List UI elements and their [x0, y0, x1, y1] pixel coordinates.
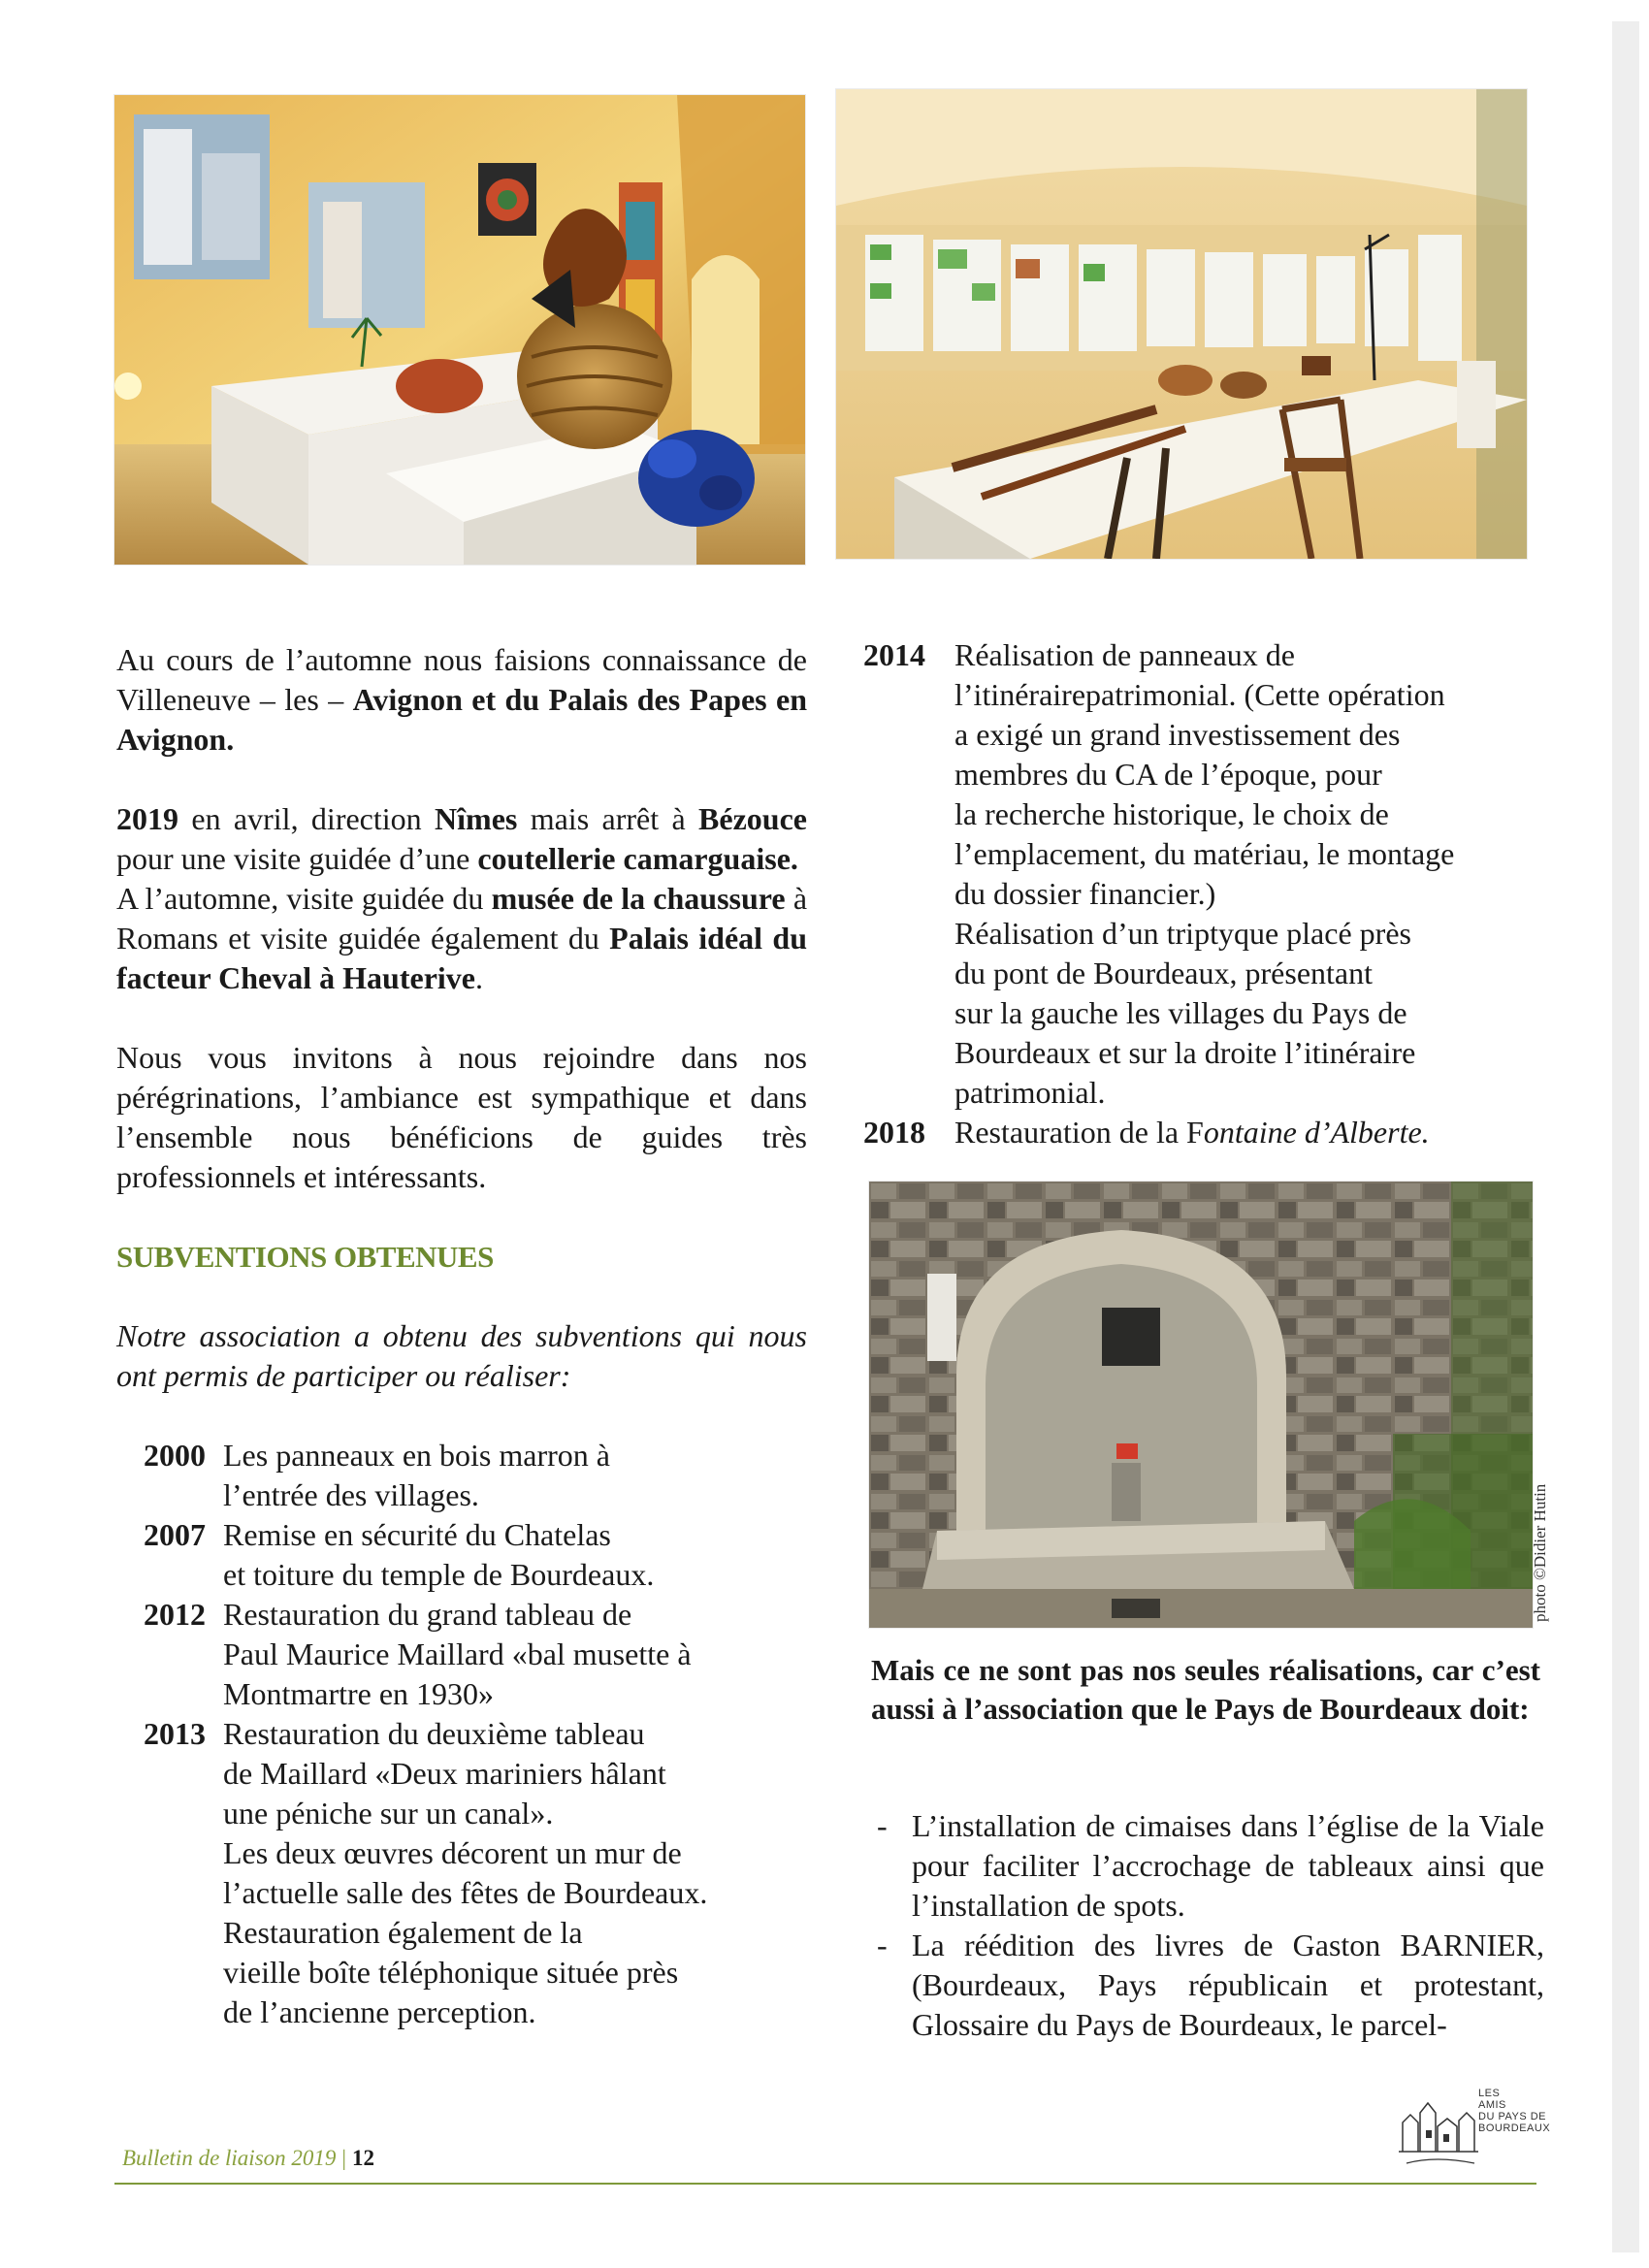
paragraph-villeneuve: [116, 640, 807, 760]
left-column: [116, 640, 807, 2032]
photo-credit: photo ©Didier Hutin: [1531, 1483, 1549, 1622]
year-label: 2012: [144, 1597, 206, 1632]
description-line: et toiture du temple de Bourdeaux.: [223, 1557, 655, 1592]
bullet-dash: -: [877, 1928, 888, 1962]
place-name: Nîmes: [435, 801, 518, 836]
footer-rule: [114, 2183, 1536, 2185]
year-label: 2014: [863, 637, 925, 672]
subventions-intro: Notre association a obtenu des subventions qui nous ont permis de participer ou réaliser:: [116, 1318, 807, 1393]
description-line: Bourdeaux et sur la droite l’itinéraire: [954, 1035, 1416, 1070]
description-line: de Maillard «Deux mariniers hâlant: [223, 1756, 666, 1791]
paragraph-autumn: [116, 879, 807, 998]
right-column: [863, 635, 1542, 1152]
paragraph-text: mais arrêt à: [517, 801, 699, 836]
year-entry-2000: [116, 1436, 807, 1515]
logo-line: LES: [1478, 2088, 1501, 2099]
year-label: 2018: [863, 1115, 925, 1150]
paragraph-bold: Avignon et du Palais des Papes en Avignon.: [116, 682, 808, 757]
page-footer: [122, 2146, 374, 2171]
description-line: du pont de Bourdeaux, présentant: [954, 956, 1373, 990]
page-number: 12: [352, 2146, 375, 2170]
place-name: Palais idéal du facteur Cheval à Hauterive: [116, 921, 807, 995]
fountain-name: ontaine d’Alberte.: [1203, 1115, 1430, 1150]
description-line: Restauration de la F: [954, 1115, 1204, 1150]
bullet-dash: -: [877, 1808, 888, 1843]
bulletin-title: Bulletin de liaison 2019: [122, 2146, 337, 2170]
place-name: Bézouce: [698, 801, 807, 836]
description-line: du dossier financier.): [954, 876, 1216, 911]
year-label: 2007: [144, 1517, 206, 1552]
logo-line: BOURDEAUX: [1478, 2122, 1551, 2134]
year-description: [954, 635, 1542, 1113]
list-item: [877, 1806, 1544, 1926]
list-item-text: La réédition des livres de Gaston BARNIER, (Bourdeaux, Pays républicain et protestant, Glossaire du Pays de Bourdeaux, le parcel-: [912, 1928, 1544, 2042]
description-line: l’emplacement, du matériau, le montage: [954, 836, 1455, 871]
page-edge-shadow: [1612, 21, 1639, 2252]
footer-separator: |: [341, 2146, 347, 2170]
paragraph-text: en avril, direction: [178, 801, 436, 836]
year-label: 2019: [116, 801, 178, 836]
year-entry-2014: [863, 635, 1542, 1113]
description-line: Restauration également de la: [223, 1915, 583, 1950]
paragraph-text: pour une visite guidée d’une: [116, 841, 478, 876]
place-name: musée de la chaussure: [491, 881, 786, 916]
logo-line: DU PAYS DE: [1478, 2111, 1546, 2122]
year-description: [954, 1113, 1542, 1152]
description-line: Réalisation de panneaux de: [954, 637, 1295, 672]
year-entry-2012: [116, 1595, 807, 1714]
paragraph-text: A l’automne, visite guidée du: [116, 881, 492, 916]
description-line: membres du CA de l’époque, pour: [954, 757, 1382, 792]
description-line: Restauration du deuxième tableau: [223, 1716, 645, 1751]
list-item-text: L’installation de cimaises dans l’église de la Viale pour faciliter l’accrochage de tableaux ainsi que l’installation de spots.: [912, 1808, 1544, 1923]
year-label: 2000: [144, 1438, 206, 1473]
description-line: la recherche historique, le choix de: [954, 796, 1389, 831]
exhibition-panels-photo: [836, 89, 1527, 559]
achievements-intro: Mais ce ne sont pas nos seules réalisations, car c’est aussi à l’association que le Pays de Bourdeaux doit:: [871, 1653, 1540, 1726]
list-item: [877, 1926, 1544, 2045]
description-line: sur la gauche les villages du Pays de: [954, 995, 1407, 1030]
achievements-list: [877, 1806, 1544, 2045]
description-line: Les panneaux en bois marron à: [223, 1438, 610, 1473]
year-description: [223, 1515, 807, 1595]
year-entry-2007: [116, 1515, 807, 1595]
description-line: l’itinérairepatrimonial. (Cette opération: [954, 677, 1445, 712]
description-line: patrimonial.: [954, 1075, 1106, 1110]
year-entry-2013: [116, 1714, 807, 2032]
year-description: [223, 1595, 807, 1714]
description-line: Remise en sécurité du Chatelas: [223, 1517, 611, 1552]
section-heading-subventions: SUBVENTIONS OBTENUES: [116, 1240, 494, 1274]
paragraph-text: à Romans et visite guidée également du: [116, 881, 808, 956]
place-name: coutellerie camarguaise.: [477, 841, 798, 876]
paragraph-2019: [116, 799, 807, 879]
logo-line: AMIS: [1478, 2099, 1506, 2111]
description-line: de l’ancienne perception.: [223, 1994, 536, 2029]
subventions-year-list: [116, 1436, 807, 2032]
paragraph-text: Au cours de l’automne nous faisions connaissance de Villeneuve – les –: [116, 642, 807, 717]
year-entry-2018: [863, 1113, 1542, 1152]
paragraph-text: .: [474, 960, 483, 995]
fountain-photo: [869, 1182, 1533, 1628]
description-line: Paul Maurice Maillard «bal musette à: [223, 1636, 692, 1671]
exhibition-art-photo: [114, 95, 805, 565]
description-line: a exigé un grand investissement des: [954, 717, 1401, 752]
description-line: Restauration du grand tableau de: [223, 1597, 632, 1632]
description-line: l’actuelle salle des fêtes de Bourdeaux.: [223, 1875, 708, 1910]
logo-text: [1478, 2088, 1550, 2134]
description-line: une péniche sur un canal».: [223, 1796, 554, 1831]
paragraph-invitation: Nous vous invitons à nous rejoindre dans nos pérégrinations, l’ambiance est sympathique et dans l’ensemble nous bénéficions de guides très professionnels et intéressants.: [116, 1040, 807, 1194]
year-description: [223, 1436, 807, 1515]
description-line: Montmartre en 1930»: [223, 1676, 495, 1711]
year-label: 2013: [144, 1716, 206, 1751]
description-line: vieille boîte téléphonique située près: [223, 1955, 679, 1990]
description-line: Les deux œuvres décorent un mur de: [223, 1835, 682, 1870]
description-line: l’entrée des villages.: [223, 1477, 479, 1512]
description-line: Réalisation d’un triptyque placé près: [954, 916, 1411, 951]
year-description: [223, 1714, 807, 2032]
